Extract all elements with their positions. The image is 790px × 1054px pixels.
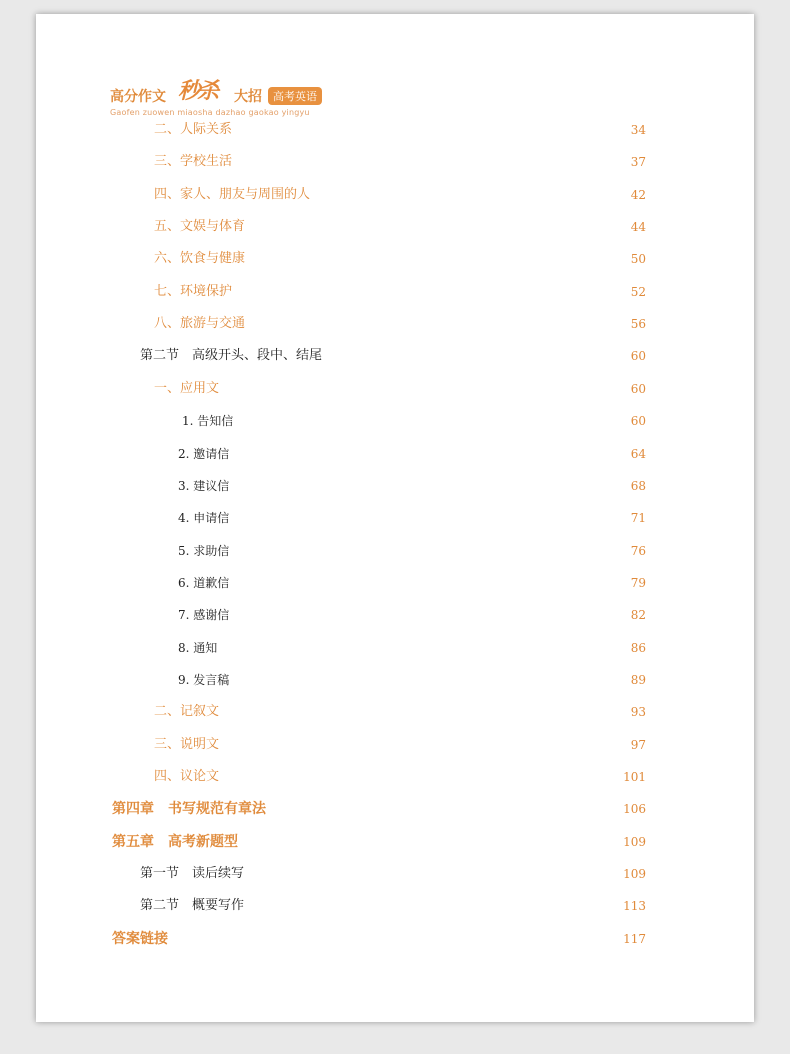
toc-entry-title: 二、记叙文 (154, 704, 220, 720)
toc-entry-page: 37 (630, 155, 646, 170)
toc-entry-title: 第五章 高考新题型 (112, 833, 238, 850)
toc-entry-page: 86 (630, 640, 646, 655)
toc-entry[interactable] (154, 282, 646, 302)
toc-entry-page: 56 (630, 317, 646, 332)
header-title-brush: 秒杀 (178, 78, 217, 104)
toc-entry-title: 三、学校生活 (154, 154, 233, 170)
toc-entry[interactable] (178, 573, 646, 593)
toc-entry[interactable] (178, 638, 646, 658)
toc-entry-page: 44 (630, 220, 646, 235)
toc-entry-title: 9. 发言稿 (178, 672, 230, 687)
toc-entry[interactable] (154, 249, 646, 269)
toc-entry[interactable] (154, 735, 646, 755)
toc-entry-page: 68 (630, 478, 646, 493)
toc-entry-title: 第二节 概要写作 (140, 898, 245, 914)
toc-entry-page: 60 (630, 414, 646, 429)
toc-entry-title: 2. 邀请信 (178, 446, 230, 461)
toc-entry[interactable] (154, 767, 646, 787)
toc-entry-title: 答案链接 (112, 930, 168, 947)
header-badge: 高考英语 (268, 87, 322, 105)
toc-entry[interactable] (140, 864, 646, 884)
toc-entry-title: 3. 建议信 (178, 478, 230, 493)
toc-entry-page: 34 (630, 123, 646, 137)
toc-entry-page: 71 (630, 511, 646, 526)
toc-entry-page: 109 (623, 834, 646, 849)
toc-entry-title: 三、说明文 (154, 736, 220, 752)
toc-entry-title: 5. 求助信 (178, 543, 230, 558)
toc-entry[interactable] (178, 508, 646, 528)
toc-entry-page: 50 (630, 252, 646, 267)
header-title-part2: 大招 (234, 89, 262, 105)
toc-entry-page: 101 (623, 770, 646, 784)
toc-entry[interactable] (178, 605, 646, 625)
toc-entry[interactable] (140, 896, 646, 916)
header-title-part1: 高分作文 (110, 89, 166, 105)
book-header (110, 72, 370, 122)
toc-entry[interactable] (178, 444, 646, 464)
toc-entry-page: 106 (623, 802, 646, 817)
toc-entry[interactable] (154, 379, 646, 399)
toc-entry[interactable] (112, 832, 646, 852)
toc-entry-title: 六、饮食与健康 (154, 251, 246, 267)
toc-entry-page: 89 (630, 672, 646, 687)
toc-entry-title: 七、环境保护 (154, 283, 233, 299)
toc-entry-page: 79 (630, 575, 646, 590)
toc-entry-title: 一、应用文 (154, 380, 220, 396)
toc-entry-title: 八、旅游与交通 (154, 316, 246, 332)
toc-entry-page: 93 (630, 705, 646, 720)
toc-entry-page: 64 (630, 446, 646, 461)
toc-entry-title: 7. 感谢信 (178, 608, 230, 623)
toc-entry[interactable] (154, 120, 646, 140)
toc-entry[interactable] (140, 346, 646, 366)
toc-entry[interactable] (112, 799, 646, 819)
toc-entry[interactable] (178, 670, 646, 690)
toc-entry-title: 五、文娱与体育 (154, 219, 246, 235)
toc-entry-title: 第二节 高级开头、段中、结尾 (140, 348, 323, 364)
toc-entry-title: 第一节 读后续写 (140, 866, 245, 882)
toc-entry-page: 82 (630, 608, 646, 623)
toc-entry-title: 二、人际关系 (154, 122, 233, 137)
toc-entry-page: 60 (630, 349, 646, 364)
toc-entry-page: 97 (630, 737, 646, 752)
toc-entry-page: 42 (630, 187, 646, 202)
toc-entry-title: 第四章 书写规范有章法 (112, 801, 266, 818)
document-page (36, 14, 754, 1022)
toc-entry[interactable] (154, 217, 646, 237)
toc-entry-title: 四、家人、朋友与周围的人 (154, 186, 311, 202)
toc-entry-page: 117 (623, 931, 646, 946)
toc-entry[interactable] (178, 476, 646, 496)
toc-entry-page: 76 (630, 543, 646, 558)
toc-entry-title: 8. 通知 (178, 640, 218, 655)
toc-entry[interactable] (112, 929, 646, 949)
toc-entry-title: 1. 告知信 (182, 414, 234, 429)
toc-entry-page: 113 (623, 899, 646, 914)
toc-entry[interactable] (182, 411, 646, 431)
toc-entry-page: 109 (623, 867, 646, 882)
toc-entry-page: 52 (630, 284, 646, 299)
toc-entry[interactable] (154, 702, 646, 722)
toc-entry-title: 四、议论文 (154, 769, 220, 784)
toc-entry-title: 4. 申请信 (178, 511, 230, 526)
toc-entry[interactable] (154, 152, 646, 172)
header-pinyin: Gaofen zuowen miaosha dazhao gaokao yingyu (110, 108, 310, 117)
toc-entry-page: 60 (630, 381, 646, 396)
toc-entry-title: 6. 道歉信 (178, 575, 230, 590)
toc-entry[interactable] (178, 541, 646, 561)
toc-entry[interactable] (154, 185, 646, 205)
toc-entry[interactable] (154, 314, 646, 334)
